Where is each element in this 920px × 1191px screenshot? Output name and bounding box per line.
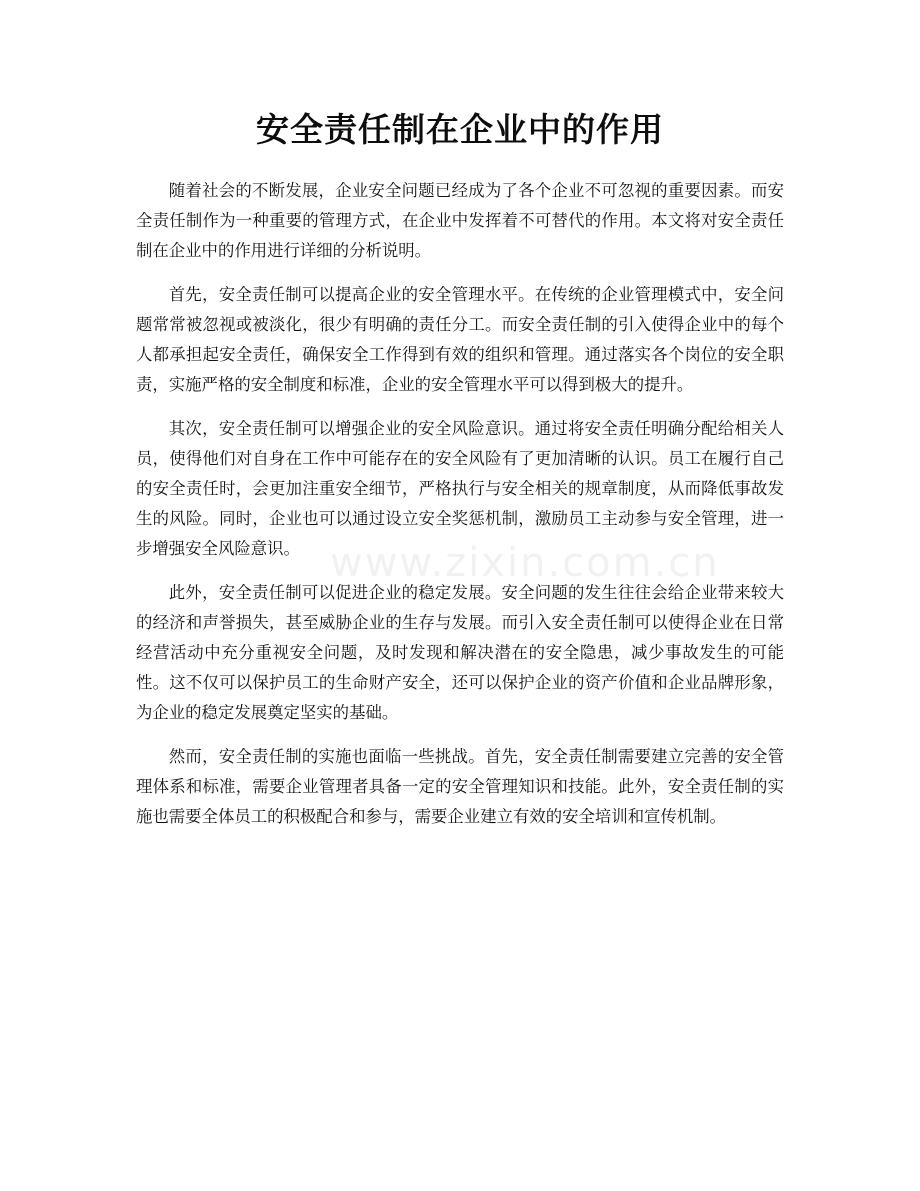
watermark: www.zixin.com.cn <box>330 540 720 586</box>
document-title: 安全责任制在企业中的作用 <box>256 110 664 149</box>
paragraph-2: 首先，安全责任制可以提高企业的安全管理水平。在传统的企业管理模式中，安全问题常常被忽视或被淡化，很少有明确的责任分工。而安全责任制的引入使得企业中的每个人都承担起安全责任，确保安全工作得到有效的组织和管理。通过落实各个岗位的安全职责，实施严格的安全制度和标准，企业的安全管理水平可以得到极大的提升。 <box>136 285 784 394</box>
paragraph-1: 随着社会的不断发展，企业安全问题已经成为了各个企业不可忽视的重要因素。而安全责任制作为一种重要的管理方式，在企业中发挥着不可替代的作用。本文将对安全责任制在企业中的作用进行详细的分析说明。 <box>136 181 784 260</box>
paragraph-5: 然而，安全责任制的实施也面临一些挑战。首先，安全责任制需要建立完善的安全管理体系和标准，需要企业管理者具备一定的安全管理知识和技能。此外，安全责任制的实施也需要全体员工的积极配合和参与，需要企业建立有效的安全培训和宣传机制。 <box>136 747 784 826</box>
paragraph-3: 其次，安全责任制可以增强企业的安全风险意识。通过将安全责任明确分配给相关人员，使得他们对自身在工作中可能存在的安全风险有了更加清晰的认识。员工在履行自己的安全责任时，会更加注重安全细节，严格执行与安全相关的规章制度，从而降低事故发生的风险。同时，企业也可以通过设立安全奖惩机制，激励员工主动参与安全管理，进一步增强安全风险意识。 <box>136 419 784 558</box>
document-body <box>136 176 784 846</box>
paragraph-4: 此外，安全责任制可以促进企业的稳定发展。安全问题的发生往往会给企业带来较大的经济和声誉损失，甚至威胁企业的生存与发展。而引入安全责任制可以使得企业在日常经营活动中充分重视安全问题，及时发现和解决潜在的安全隐患，减少事故发生的可能性。这不仅可以保护员工的生命财产安全，还可以保护企业的资产价值和企业品牌形象，为企业的稳定发展奠定坚实的基础。 <box>136 583 784 722</box>
